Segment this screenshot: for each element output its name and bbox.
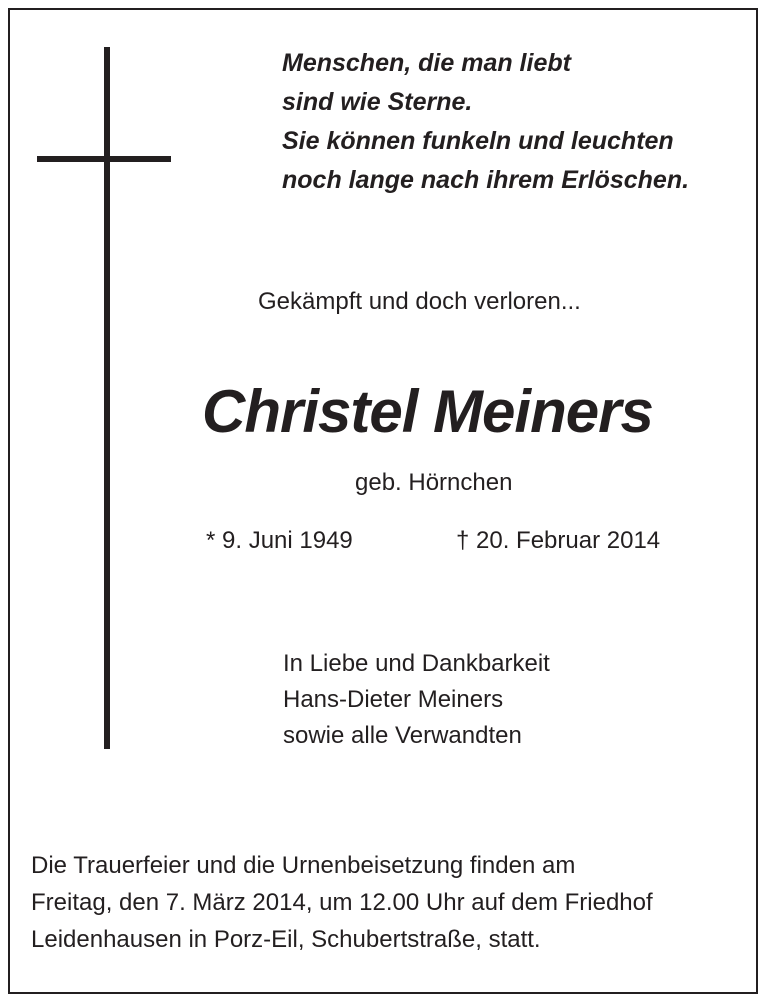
mourners-line: In Liebe und Dankbarkeit xyxy=(283,650,550,677)
poem-verse xyxy=(282,44,689,200)
poem-line: sind wie Sterne. xyxy=(282,88,473,116)
funeral-notice-line: Freitag, den 7. März 2014, um 12.00 Uhr auf dem Friedhof xyxy=(31,889,653,916)
subtitle: Gekämpft und doch verloren... xyxy=(258,288,581,315)
poem-line: noch lange nach ihrem Erlöschen. xyxy=(282,166,690,194)
birth-date: * 9. Juni 1949 xyxy=(206,527,353,554)
mourners-line: sowie alle Verwandten xyxy=(283,722,522,749)
funeral-notice xyxy=(31,847,653,958)
mourners-line: Hans-Dieter Meiners xyxy=(283,686,504,713)
funeral-notice-line: Leidenhausen in Porz-Eil, Schubertstraße, statt. xyxy=(31,926,541,953)
cross-horizontal-bar xyxy=(37,156,171,162)
poem-line: Menschen, die man liebt xyxy=(282,49,571,77)
poem-line: Sie können funkeln und leuchten xyxy=(282,127,674,155)
maiden-name: geb. Hörnchen xyxy=(355,469,513,496)
mourners-signature xyxy=(283,646,550,754)
cross-vertical-bar xyxy=(104,47,110,749)
death-date: † 20. Februar 2014 xyxy=(456,527,661,554)
funeral-notice-line: Die Trauerfeier und die Urnenbeisetzung finden am xyxy=(31,852,576,879)
deceased-name: Christel Meiners xyxy=(202,378,653,445)
